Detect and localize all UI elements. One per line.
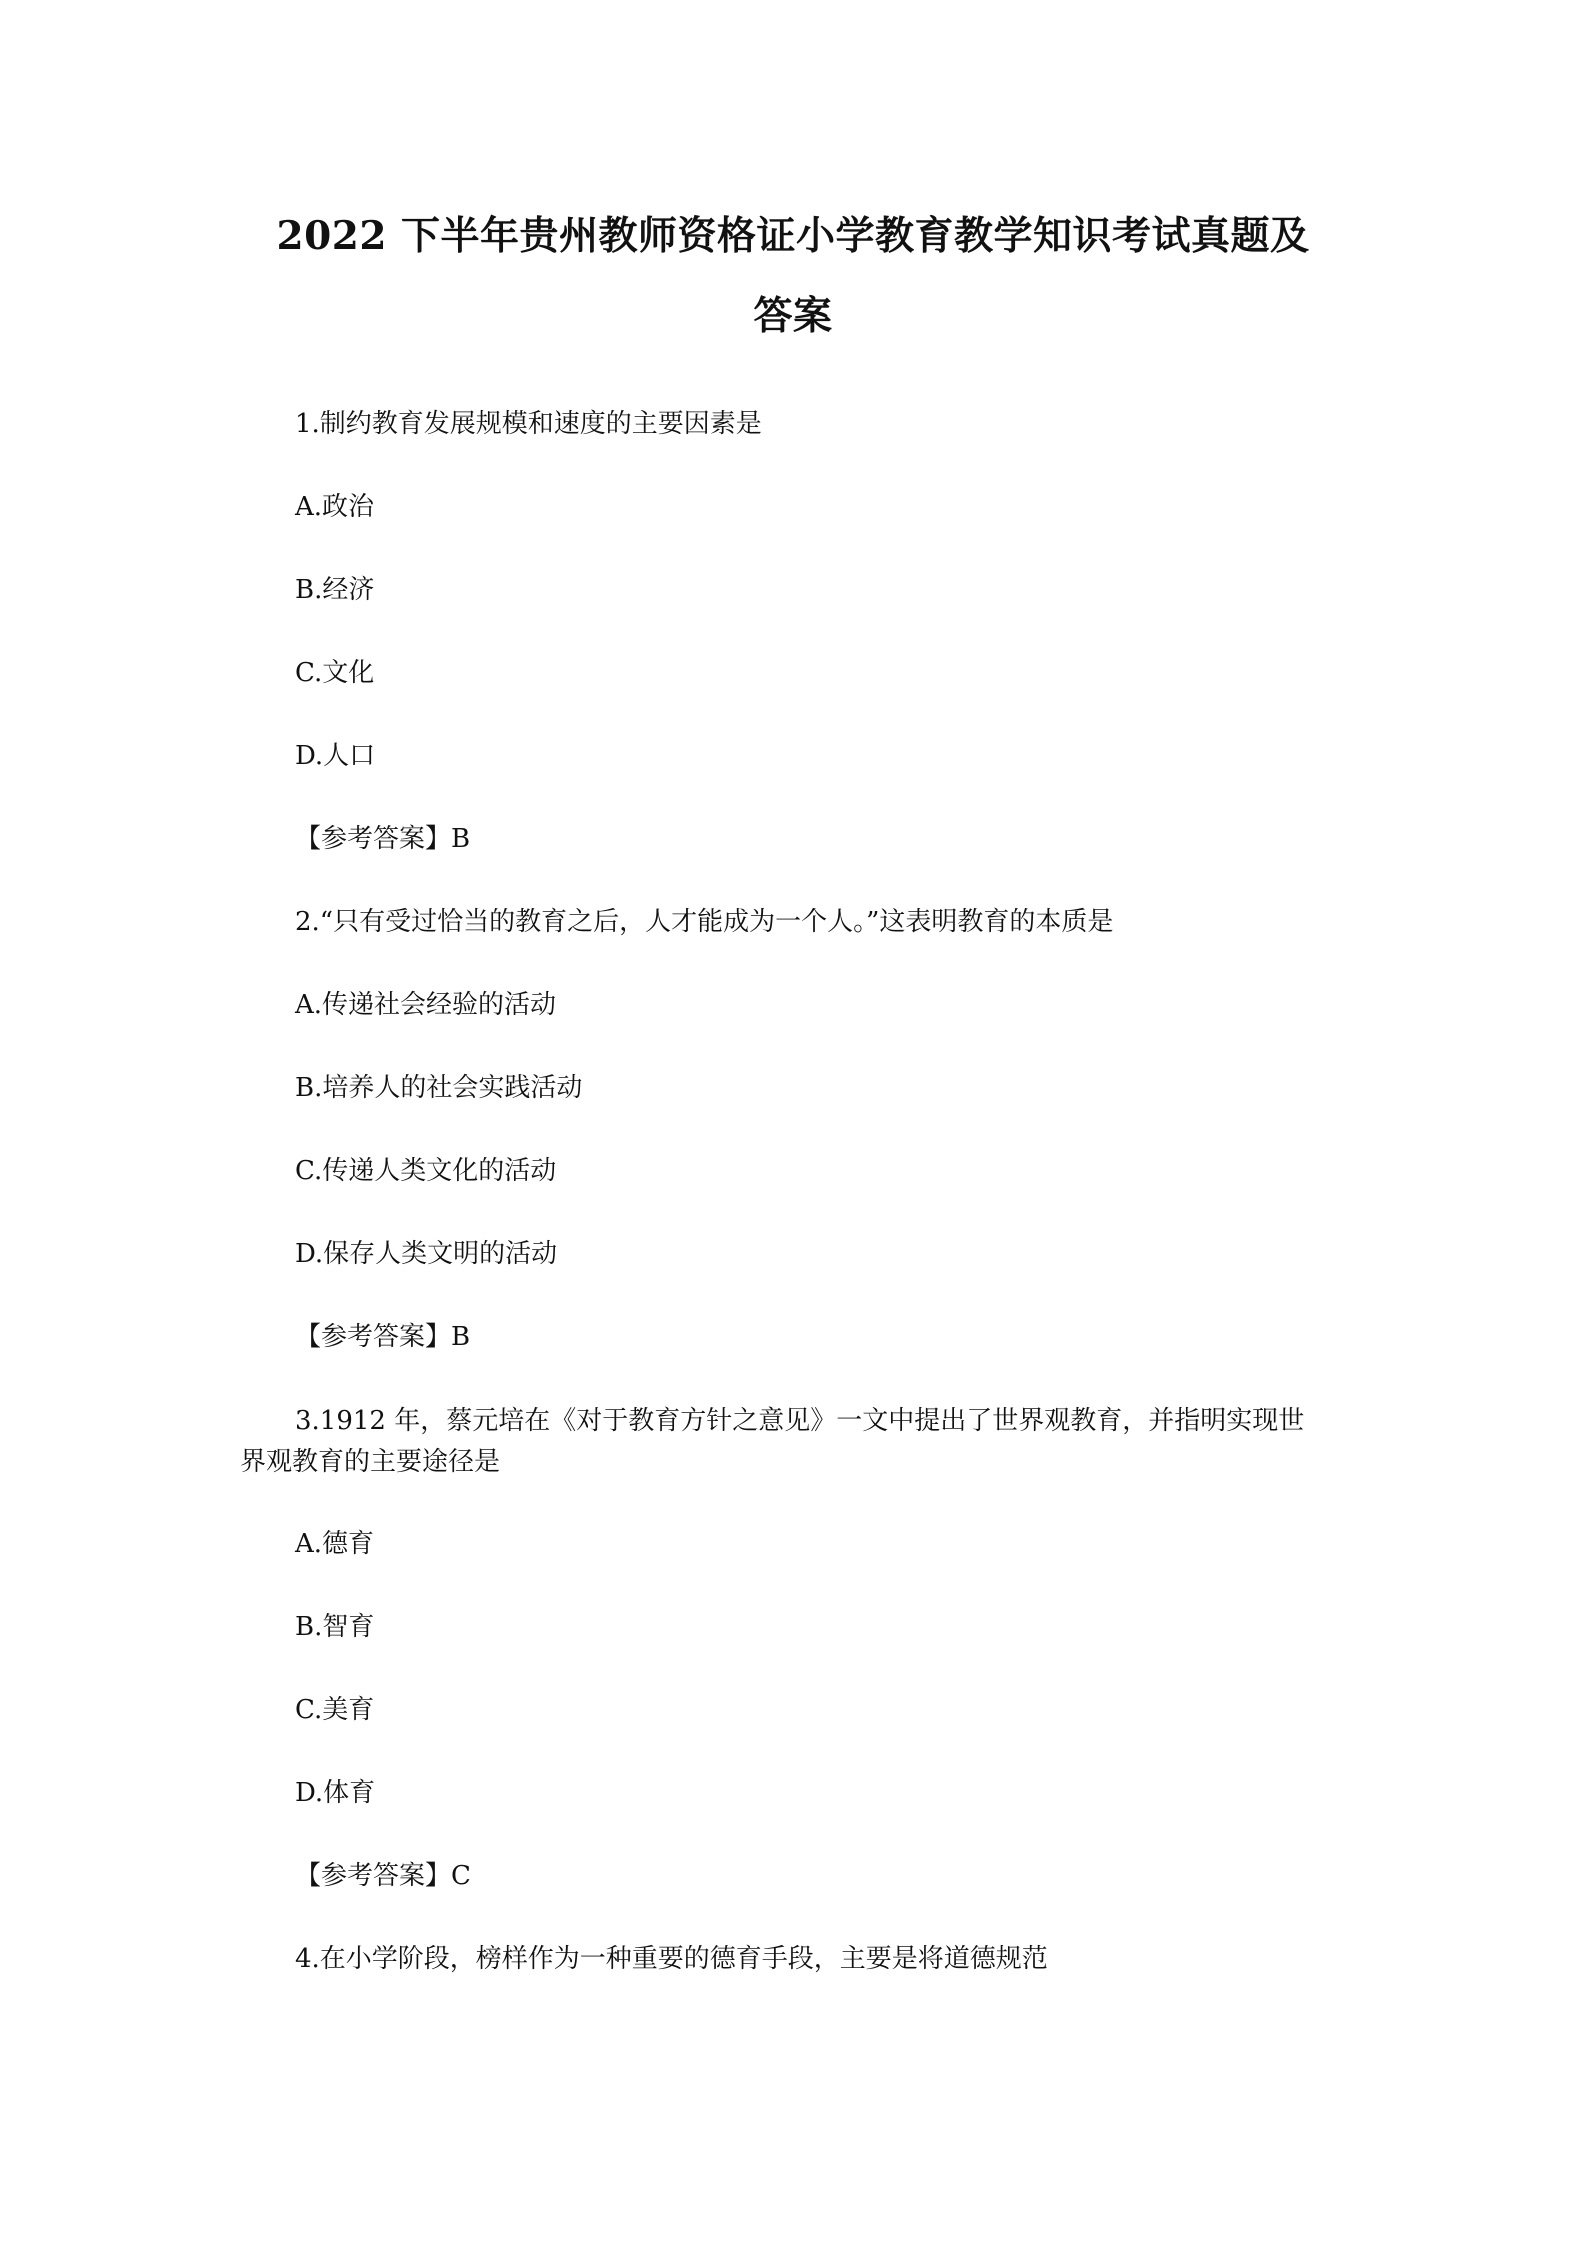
- question-1-stem: 1.制约教育发展规模和速度的主要因素是: [295, 409, 762, 439]
- document-title-line-1: 2022 下半年贵州教师资格证小学教育教学知识考试真题及: [276, 213, 1310, 259]
- question-2-answer: 【参考答案】B: [295, 1322, 471, 1352]
- question-1-answer: 【参考答案】B: [295, 824, 471, 854]
- question-2-stem: 2.“只有受过恰当的教育之后，人才能成为一个人。”这表明教育的本质是: [295, 907, 1114, 937]
- document-title-line-2: 答案: [753, 293, 833, 339]
- question-3-answer: 【参考答案】C: [295, 1861, 471, 1891]
- question-3-stem-continued: 界观教育的主要途径是: [240, 1447, 501, 1477]
- question-2-option-c: C.传递人类文化的活动: [295, 1156, 557, 1186]
- question-1-option-a: A.政治: [295, 492, 375, 522]
- question-1-option-d: D.人口: [295, 741, 376, 771]
- question-3-option-d: D.体育: [295, 1778, 376, 1808]
- question-2-option-d: D.保存人类文明的活动: [295, 1239, 558, 1269]
- question-3-option-b: B.智育: [295, 1612, 375, 1642]
- question-3-stem: 3.1912 年，蔡元培在《对于教育方针之意见》一文中提出了世界观教育，并指明实现世: [295, 1406, 1305, 1436]
- question-2-option-a: A.传递社会经验的活动: [295, 990, 557, 1020]
- question-1-option-c: C.文化: [295, 658, 375, 688]
- question-2-option-b: B.培养人的社会实践活动: [295, 1073, 583, 1103]
- question-3-option-c: C.美育: [295, 1695, 375, 1725]
- question-1-option-b: B.经济: [295, 575, 375, 605]
- question-4-stem: 4.在小学阶段，榜样作为一种重要的德育手段，主要是将道德规范: [295, 1944, 1048, 1974]
- question-3-option-a: A.德育: [295, 1529, 375, 1559]
